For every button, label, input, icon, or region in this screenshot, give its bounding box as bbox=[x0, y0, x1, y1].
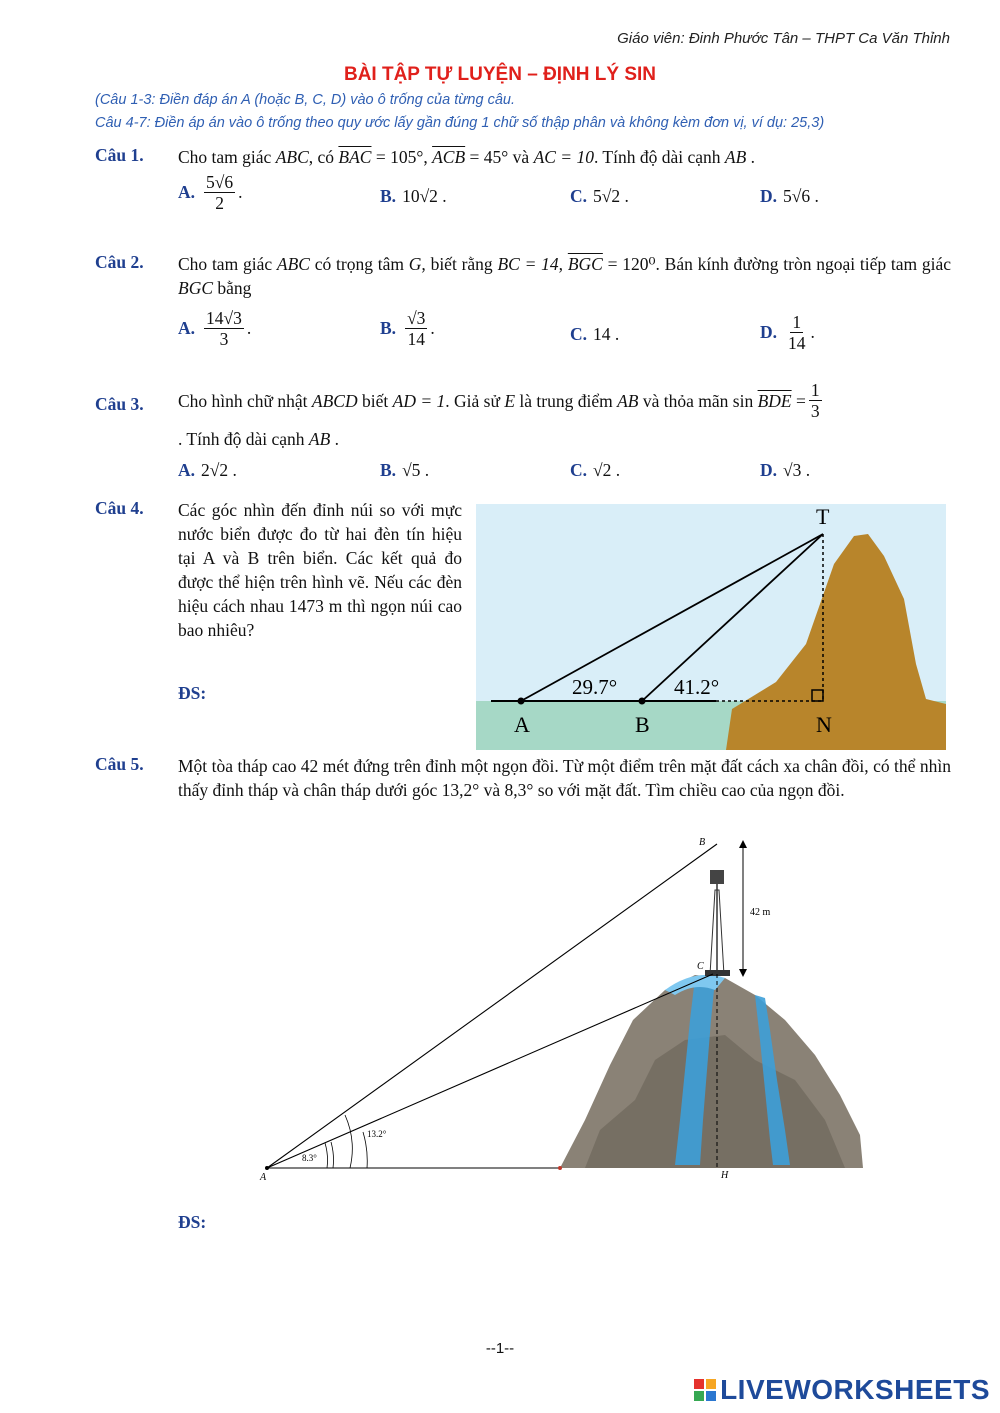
liveworksheets-brand bbox=[694, 1374, 990, 1406]
tower-top bbox=[710, 870, 724, 884]
page-title: BÀI TẬP TỰ LUYỆN – ĐỊNH LÝ SIN bbox=[343, 64, 657, 85]
point-b bbox=[639, 698, 646, 705]
q1-text-a: Cho tam giác bbox=[178, 147, 272, 167]
q4-label: Câu 4. bbox=[95, 498, 144, 518]
label-b: B bbox=[699, 837, 706, 848]
q5-text: Một tòa tháp cao 42 mét đứng trên đỉnh một ngọn đồi. Từ một điểm trên mặt đất cách xa chân đồi, có thể nhìn thấy đỉnh tháp và chân tháp dưới góc 13,2° và 8,3° so với mặt đất. Tìm chiều cao của ngọn đồi. bbox=[178, 756, 951, 800]
q5-label: Câu 5. bbox=[95, 754, 144, 774]
q3-option-d: D. √3 . bbox=[760, 460, 811, 480]
q1-option-a: A. $\frac{5√6}{2}$ . bbox=[178, 172, 243, 214]
angle-arc-small-2 bbox=[331, 1142, 333, 1168]
instruction-line-1: (Câu 1-3: Điền đáp án A (hoặc B, C, D) vào ô trống của từng câu. bbox=[95, 92, 515, 108]
q4-answer-label: ĐS: bbox=[178, 683, 207, 703]
angle-b-label: 41.2° bbox=[674, 675, 720, 699]
angle-arc-small bbox=[325, 1143, 328, 1168]
instruction-line-2: Câu 4-7: Điền áp án vào ô trống theo quy ước lấy gần đúng 1 chữ số thập phân và không kèm đơn vị, ví dụ: 25,3) bbox=[95, 115, 825, 131]
q1-end: . bbox=[750, 147, 756, 167]
angle-a-label: 29.7° bbox=[572, 675, 618, 699]
label-t: T bbox=[816, 504, 830, 529]
q3-text: Cho hình chữ nhật ABCD biết AD = 1 . Giả sử E là trung điểm AB và thỏa mãn sin $\overline{BDE}$ = $\frac{1}{3}$ . Tính độ dài cạnh AB . bbox=[178, 380, 820, 450]
q1-bac-val: = 105°, bbox=[371, 147, 428, 167]
q2-label: Câu 2. bbox=[95, 252, 144, 272]
q1-acb-val: = 45° bbox=[465, 147, 509, 167]
angle-small-label: 8.3° bbox=[302, 1153, 317, 1163]
q1-bac: $\overline{BAC}$ bbox=[338, 147, 372, 167]
label-b: B bbox=[635, 712, 650, 737]
q1-acb: $\overline{ACB}$ bbox=[432, 147, 466, 167]
q1-label: Câu 1. bbox=[95, 145, 144, 165]
q2-option-c: C. 14 . bbox=[570, 324, 620, 344]
q1-ab: AB bbox=[724, 147, 747, 167]
q1-text-c: và bbox=[512, 147, 530, 167]
q1-option-c: C. 5√2 . bbox=[570, 186, 629, 206]
angle-big-label: 13.2° bbox=[367, 1129, 387, 1139]
q1-abc: ABC bbox=[275, 147, 309, 167]
q2-option-b: B. $\frac{√3}{14}$ . bbox=[380, 308, 435, 350]
liveworksheets-logo-icon bbox=[694, 1379, 716, 1401]
q2-option-a: A. $\frac{14√3}{3}$ . bbox=[178, 308, 252, 350]
q3-option-b: B. √5 . bbox=[380, 460, 430, 480]
q1-text-d: . Tính độ dài cạnh bbox=[593, 147, 721, 167]
q2-text: Cho tam giác ABC có trọng tâm G, biết rằng BC = 14, $\overline{BGC} = 120^0$. Bán kính đường tròn ngoại tiếp tam giác BGC bằng bbox=[178, 254, 952, 298]
label-a: A bbox=[260, 1172, 267, 1183]
q3-option-a: A. 2√2 . bbox=[178, 460, 237, 480]
q1-ac: AC = 10 bbox=[533, 147, 594, 167]
label-a: A bbox=[514, 712, 530, 737]
q1-option-b: B. 10√2 . bbox=[380, 186, 447, 206]
q3-option-c: C. √2 . bbox=[570, 460, 621, 480]
angle-arc-big bbox=[345, 1115, 352, 1168]
label-n: N bbox=[816, 712, 832, 737]
label-h: H bbox=[721, 1170, 729, 1181]
q1-option-d: D. 5√6 . bbox=[760, 186, 819, 206]
q5-tower-figure bbox=[255, 830, 870, 1190]
q4-text: Các góc nhìn đến đỉnh núi so với mực nước biển được đo từ hai đèn tín hiệu tại A và B trên biển. Các kết quả đo được thể hiện trên hình vẽ. Nếu các đèn hiệu cách nhau 1473 m thì ngọn núi cao bao nhiêu? bbox=[178, 500, 462, 640]
height-label: 42 m bbox=[750, 907, 771, 918]
q1-text-b: , có bbox=[308, 147, 335, 167]
point-a bbox=[518, 698, 525, 705]
point-a bbox=[265, 1166, 269, 1170]
page-number: --1-- bbox=[485, 1340, 515, 1357]
q4-mountain-figure bbox=[476, 504, 946, 750]
q1-text bbox=[178, 145, 755, 169]
q5-answer-label: ĐS: bbox=[178, 1212, 207, 1232]
header-teacher: Giáo viên: Đinh Phước Tân – THPT Ca Văn Thỉnh bbox=[617, 30, 950, 47]
q3-label: Câu 3. bbox=[95, 394, 144, 414]
q2-option-d: D. $\frac{1}{14}$ . bbox=[760, 312, 815, 354]
liveworksheets-name: LIVEWORKSHEETS bbox=[720, 1374, 990, 1405]
label-c: C bbox=[697, 961, 704, 972]
point-foot bbox=[558, 1166, 562, 1170]
